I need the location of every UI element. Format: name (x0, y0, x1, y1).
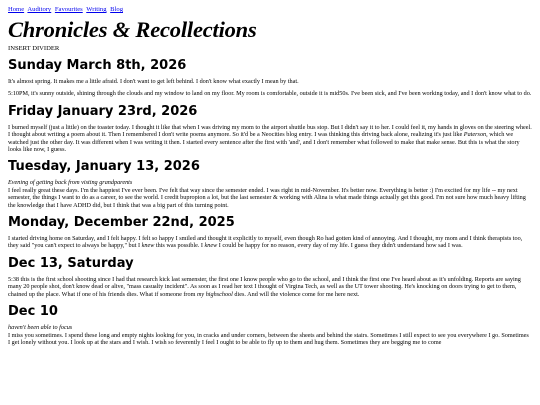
blog-post (8, 159, 532, 209)
text-run: I burned myself (just a little) on the toaster today. I thought it like that when I was driving my mom to the airport shuttle bus stop. But I didn't say it to her. I could feel it, my hands in gloves on the steering wheel. I thought about writing a poem about it. Then I remembered I don't write poems anymore. So it'd be a Neocities blog entry. I was thinking this driving back alone, realizing it's just like (8, 123, 532, 139)
post-title: Dec 10 (8, 304, 58, 320)
post-paragraph (8, 124, 532, 154)
post-paragraph (8, 235, 532, 250)
emphasis: Paterson (463, 131, 487, 139)
top-nav (8, 6, 532, 14)
post-title: Monday, December 22nd, 2025 (8, 215, 235, 231)
post-paragraph: I feel really great these days. I'm the happiest I've ever been. I've felt that way since the semester ended. I was right in mid-November. It's better now. Everything is better :) I'm excited for my life -- my next semester, the things I want to do as a career, to see the world. I credit bupropion a lot, but the last semester & working with Alina is what made things actually get this good. I'm not sure how much heavy lifting the knowledge that I have ADHD did, but I think that was a big part of this turning point. (8, 186, 526, 209)
post-title: Sunday March 8th, 2026 (8, 58, 187, 73)
nav-link-auditory[interactable]: Auditory (27, 6, 52, 13)
post-title: Tuesday, January 13, 2026 (8, 159, 200, 175)
post-subtitle: haven't been able to focus (8, 324, 73, 332)
blog-post (8, 58, 532, 98)
blog-post (8, 215, 532, 250)
post-subtitle: Evening of getting back from visting grandparents (8, 179, 133, 187)
post-paragraph: 5:10PM, it's sunny outside, shining through the clouds and my window to land on my floor. My room is comfortable, outside it is mid50s. I've been sick, and I've been working today, and I don't know what to do. (8, 90, 532, 98)
post-paragraph: I miss you sometimes. I spend these long and empty nights looking for you, in cracks and under corners, between the sheets and behind the stairs. Sometimes I still expect to see you everywhere I go. Sometimes I get lonely without you. I look up at the stars and I wish. I wish so feverently I feel I ought to be able to fly up to them and hug them. Sometimes they are begging me to come (8, 331, 529, 346)
post-paragraph: It's almost spring. It makes me a little afraid. I don't want to get left behind. I don't know what exactly I mean by that. (8, 78, 299, 85)
nav-link-favourites[interactable]: Favourites (54, 6, 83, 13)
text-run: this was possible. I (154, 242, 205, 250)
emphasis: my highschool (196, 290, 233, 298)
emphasis: knew (204, 242, 218, 250)
nav-link-home[interactable]: Home (8, 6, 25, 13)
site-title: Chronicles & Recollections (8, 17, 257, 42)
blog-post (8, 104, 532, 154)
post-paragraph (8, 276, 532, 298)
post-title: Dec 13, Saturday (8, 255, 134, 271)
text-run: I could be happy for no reason, every day of my life. I guess they didn't understand how sad I was. (217, 242, 463, 250)
blog-post (8, 304, 532, 346)
text-run: dies. And will the violence come for me here next. (232, 290, 360, 298)
emphasis: knew (141, 242, 155, 250)
text-run: I started driving home on Saturday, and I felt happy. I felt so happy I smiled and thought it explicitly to myself, even though Ro had gotten kind of annoying. And I thought, my mom and I think therapists too, they said "you can't expect to always be happy," but I (8, 235, 523, 250)
post-title: Friday January 23rd, 2026 (8, 103, 198, 119)
text-run: , which we watched just the other day. It was different when I was writing it then. I started every sentence after the first with 'and', and I don't remember what followed to make that make sense. But this is what the story looks like now, I guess. (8, 131, 520, 154)
divider-placeholder: INSERT DIVIDER (8, 45, 60, 52)
nav-link-writing[interactable]: Writing (86, 6, 107, 13)
blog-post (8, 256, 532, 298)
text-run: 5:38 this is the first school shooting since I had that research kick last semenster, the first one I know people who go to the school, and I think the first one I've heard about as it's unfolding. Reports are saying many 20 people shot, don't know dead or alive, "mass casualty incident". As soon as I read her text I thought of Virgina Tech, as well as the UT tower shooting. He's knocking on doors trying to get to them, chained up the place. What if one of his friends dies. What if someone from (8, 275, 521, 298)
nav-link-blog[interactable]: Blog (110, 6, 123, 13)
